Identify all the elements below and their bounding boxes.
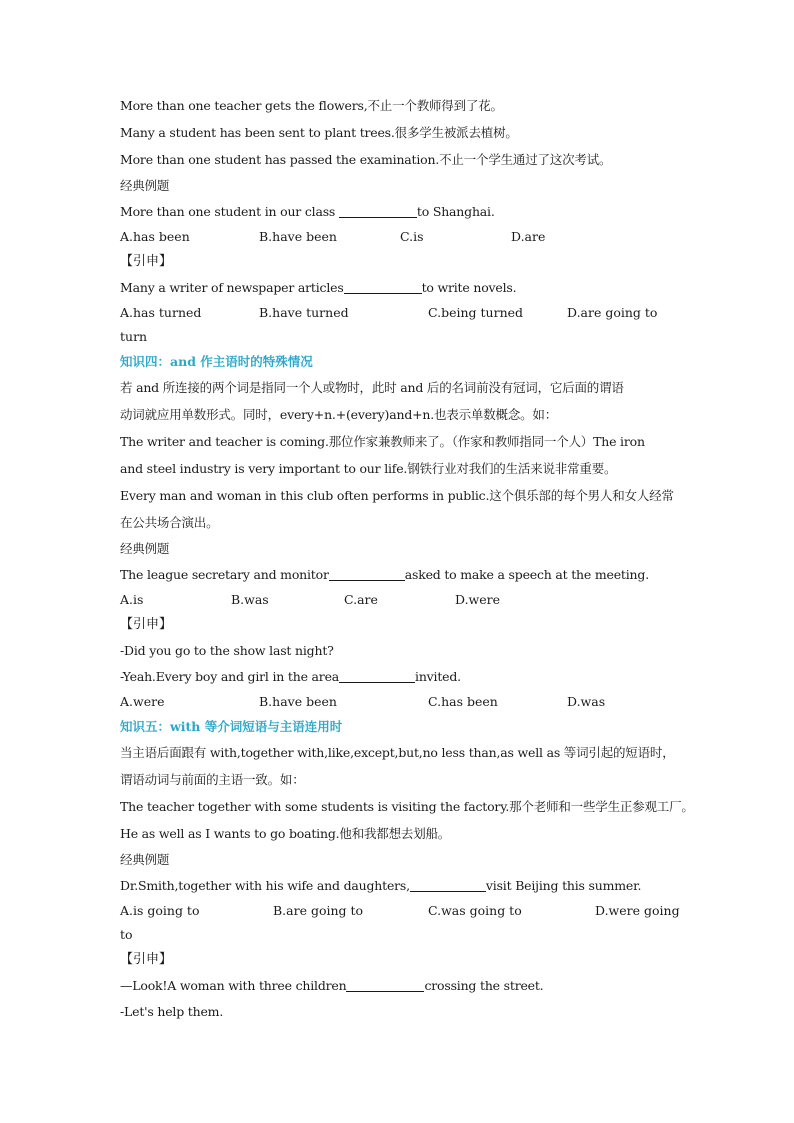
classic-example-label: 经典例题 — [120, 541, 170, 556]
answer-options — [120, 301, 680, 325]
option-a: A.has been — [120, 229, 190, 244]
paragraph-line: The teacher together with some students is visiting the factory.那个老师和一些学生正参观工厂。 — [120, 799, 694, 814]
option-c: C.is — [400, 229, 424, 244]
option-b: B.have turned — [259, 305, 349, 320]
option-d: D.are — [511, 229, 546, 244]
example-sentence-1: More than one teacher gets the flowers,不止一个教师得到了花。 — [120, 98, 503, 113]
option-c: C.are — [344, 592, 378, 607]
option-b: B.have been — [259, 229, 337, 244]
extension-label: 【引申】 — [120, 952, 173, 967]
extension-label: 【引申】 — [120, 254, 173, 269]
classic-example-label: 经典例题 — [120, 178, 170, 193]
option-wrap: turn — [120, 329, 148, 344]
paragraph-line: and steel industry is very important to our life.钢铁行业对我们的生活来说非常重要。 — [120, 461, 617, 476]
paragraph-line: 动词就应用单数形式。同时，every+n.+(every)and+n.也表示单数概念。如： — [120, 407, 558, 422]
question-stem: —Look!A woman with three children crossing the street. — [120, 978, 544, 993]
paragraph-line: 当主语后面跟有 with,together with,like,except,but,no less than,as well as 等词引起的短语时， — [120, 745, 675, 760]
answer-blank — [410, 878, 486, 892]
option-b: B.have been — [259, 694, 337, 709]
answer-blank — [339, 204, 417, 218]
paragraph-line: The writer and teacher is coming.那位作家兼教师来了。（作家和教师指同一个人）The iron — [120, 434, 645, 449]
paragraph-line: Every man and woman in this club often performs in public.这个俱乐部的每个男人和女人经常 — [120, 488, 674, 503]
paragraph-line: 若 and 所连接的两个词是指同一个人或物时，此时 and 后的名词前没有冠词，它后面的谓语 — [120, 380, 624, 395]
dialogue-line: -Let's help them. — [120, 1004, 224, 1019]
answer-blank — [329, 567, 405, 581]
answer-options — [120, 899, 680, 923]
option-c: C.was going to — [428, 903, 522, 918]
option-c: C.has been — [428, 694, 498, 709]
paragraph-line: 在公共场合演出。 — [120, 515, 219, 530]
option-a: A.were — [120, 694, 165, 709]
classic-example-label: 经典例题 — [120, 852, 170, 867]
option-a: A.is going to — [120, 903, 200, 918]
option-b: B.are going to — [273, 903, 364, 918]
question-stem: The league secretary and monitor asked to make a speech at the meeting. — [120, 567, 649, 582]
option-d: D.are going to — [567, 305, 658, 320]
option-a: A.is — [120, 592, 144, 607]
option-d: D.was — [567, 694, 606, 709]
paragraph-line: 谓语动词与前面的主语一致。如： — [120, 772, 305, 787]
section-heading-5: 知识五：with 等介词短语与主语连用时 — [120, 719, 343, 734]
option-d: D.were — [455, 592, 501, 607]
document-page — [120, 92, 694, 1025]
answer-blank — [346, 978, 424, 992]
answer-blank — [339, 669, 415, 683]
question-stem: More than one student in our class to Shanghai. — [120, 204, 495, 219]
option-c: C.being turned — [428, 305, 524, 320]
option-a: A.has turned — [120, 305, 202, 320]
answer-options — [120, 588, 680, 612]
example-sentence-3: More than one student has passed the examination.不止一个学生通过了这次考试。 — [120, 152, 612, 167]
answer-blank — [344, 280, 422, 294]
question-stem: Many a writer of newspaper articles to write novels. — [120, 280, 517, 295]
answer-options — [120, 690, 680, 714]
extension-label: 【引申】 — [120, 617, 173, 632]
paragraph-line: He as well as I wants to go boating.他和我都想去划船。 — [120, 826, 451, 841]
option-d: D.were going — [595, 903, 680, 918]
option-wrap: to — [120, 927, 133, 942]
answer-options — [120, 225, 680, 249]
example-sentence-2: Many a student has been sent to plant trees.很多学生被派去植树。 — [120, 125, 518, 140]
option-b: B.was — [231, 592, 269, 607]
dialogue-line: -Did you go to the show last night? — [120, 643, 334, 658]
question-stem: -Yeah.Every boy and girl in the area invited. — [120, 669, 461, 684]
question-stem: Dr.Smith,together with his wife and daughters, visit Beijing this summer. — [120, 878, 642, 893]
section-heading-4: 知识四：and 作主语时的特殊情况 — [120, 354, 313, 369]
